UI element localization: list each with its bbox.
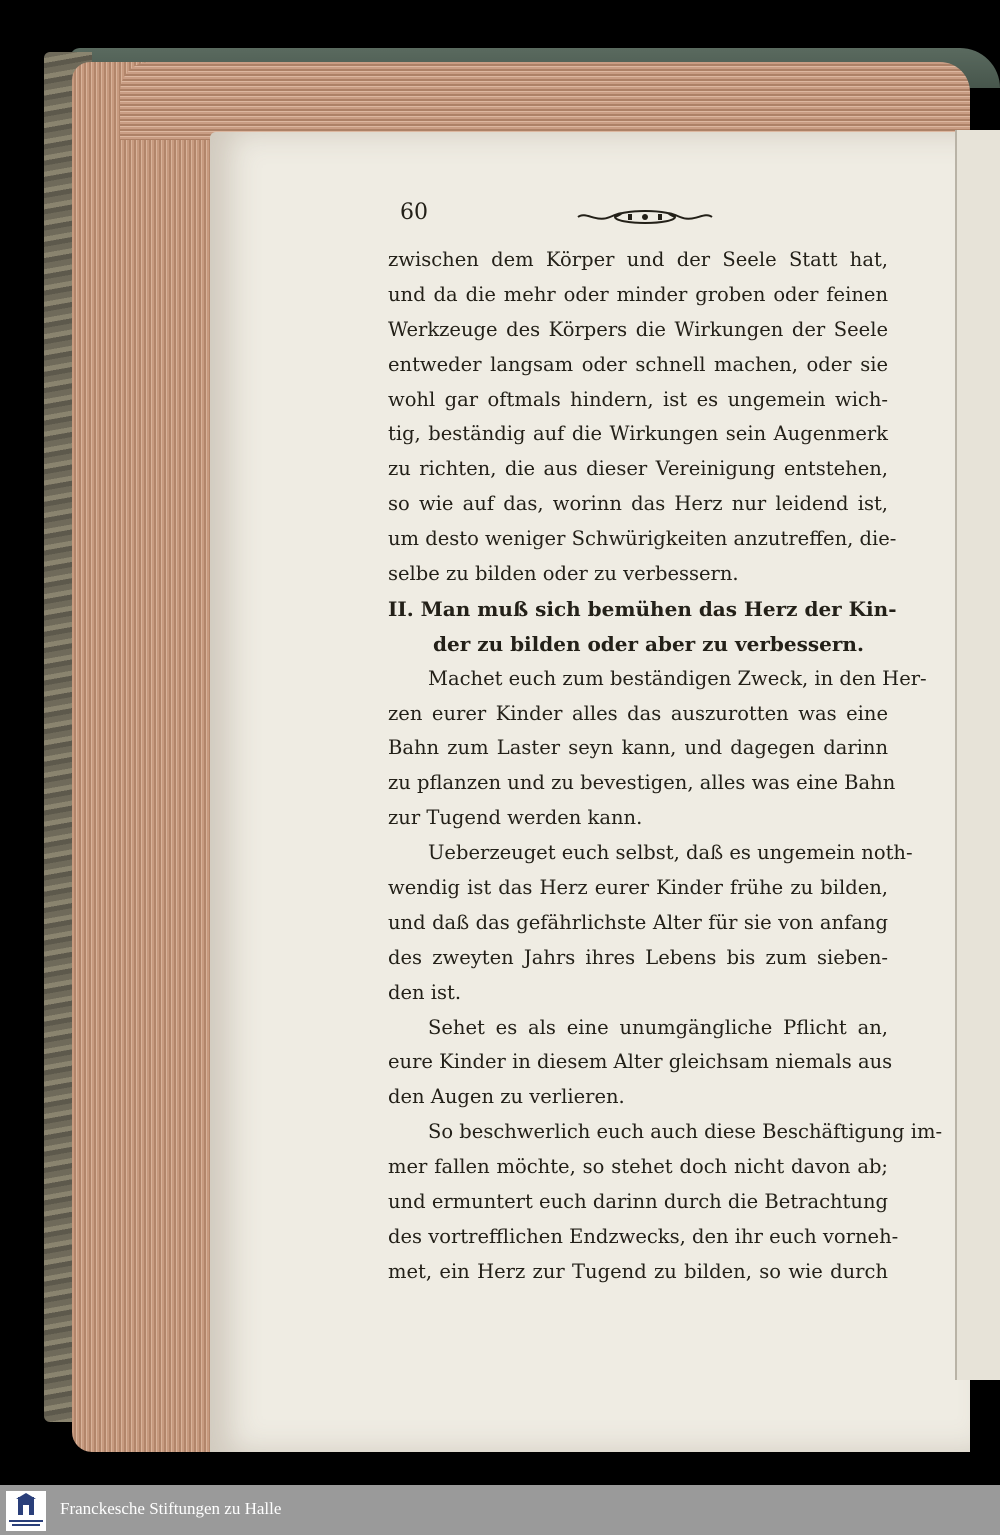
text-line: den ist. <box>388 980 462 1004</box>
text-line: met, ein Herz zur Tugend zu bilden, so wie durch <box>388 1259 888 1283</box>
heading-line: II. Man muß sich bemühen das Herz der Kin- <box>388 596 897 621</box>
intro-paragraph <box>388 243 897 592</box>
heading-line: der zu bilden oder aber zu verbessern. <box>433 631 864 656</box>
page-edges-left <box>72 62 222 1452</box>
text-line: zwischen dem Körper und der Seele Statt hat, <box>388 248 888 271</box>
text-line: selbe zu bilden oder zu verbessern. <box>388 562 739 586</box>
text-line: Machet euch zum beständigen Zweck, in den Her- <box>428 666 927 690</box>
text-line: wohl gar oftmals hindern, ist es ungemein wich- <box>388 387 888 411</box>
text-line: zu pflanzen und zu bevestigen, alles was eine Bahn <box>388 771 896 795</box>
text-line: und ermuntert euch darinn durch die Betrachtung <box>388 1190 888 1214</box>
next-page-edge <box>955 130 1000 1380</box>
text-line: des zweyten Jahrs ihres Lebens bis zum sieben- <box>388 945 888 969</box>
section-heading <box>388 592 897 662</box>
text-line: zu richten, die aus dieser Vereinigung entstehen, <box>388 457 888 481</box>
text-line: tig, beständig auf die Wirkungen sein Augenmerk <box>388 422 888 446</box>
text-line: Werkzeuge des Körpers die Wirkungen der Seele <box>388 317 888 341</box>
footer-bar <box>0 1485 1000 1535</box>
text-line: den Augen zu verlieren. <box>388 1085 625 1109</box>
text-line: eure Kinder in diesem Alter gleichsam niemals aus <box>388 1050 893 1074</box>
text-line: mer fallen möchte, so stehet doch nicht davon ab; <box>388 1155 888 1179</box>
ornament-icon <box>576 209 714 225</box>
text-line: zur Tugend werden kann. <box>388 806 643 830</box>
page-number: 60 <box>400 200 428 225</box>
page-edges-top <box>120 62 970 140</box>
text-line: des vortrefflichen Endzwecks, den ihr euch vorneh- <box>388 1224 899 1248</box>
text-line: So beschwerlich euch auch diese Beschäftigung im- <box>428 1120 943 1144</box>
text-line: zen eurer Kinder alles das auszurotten was eine <box>388 701 888 725</box>
text-line: um desto weniger Schwürigkeiten anzutreffen, die- <box>388 527 897 551</box>
paragraph-4 <box>388 1115 943 1289</box>
text-line: so wie auf das, worinn das Herz nur leidend ist, <box>388 492 888 516</box>
page-text <box>388 195 943 1290</box>
text-line: Ueberzeuget euch selbst, daß es ungemein noth- <box>428 841 913 865</box>
institution-logo-icon <box>6 1491 46 1531</box>
text-line: entweder langsam oder schnell machen, oder sie <box>388 352 888 376</box>
page-header <box>388 195 888 243</box>
text-line: wendig ist das Herz eurer Kinder frühe zu bilden, <box>388 876 888 900</box>
text-line: und da die mehr oder minder groben oder feinen <box>388 282 888 306</box>
institution-name: Franckesche Stiftungen zu Halle <box>60 1499 282 1518</box>
text-line: und daß das gefährlichste Alter für sie von anfang <box>388 910 888 934</box>
text-line: Sehet es als eine unumgängliche Pflicht an, <box>428 1015 888 1039</box>
paragraph-1 <box>388 662 927 836</box>
text-line: Bahn zum Laster seyn kann, und dagegen darinn <box>388 736 888 760</box>
paragraph-3 <box>388 1011 893 1116</box>
paragraph-2 <box>388 836 913 1010</box>
